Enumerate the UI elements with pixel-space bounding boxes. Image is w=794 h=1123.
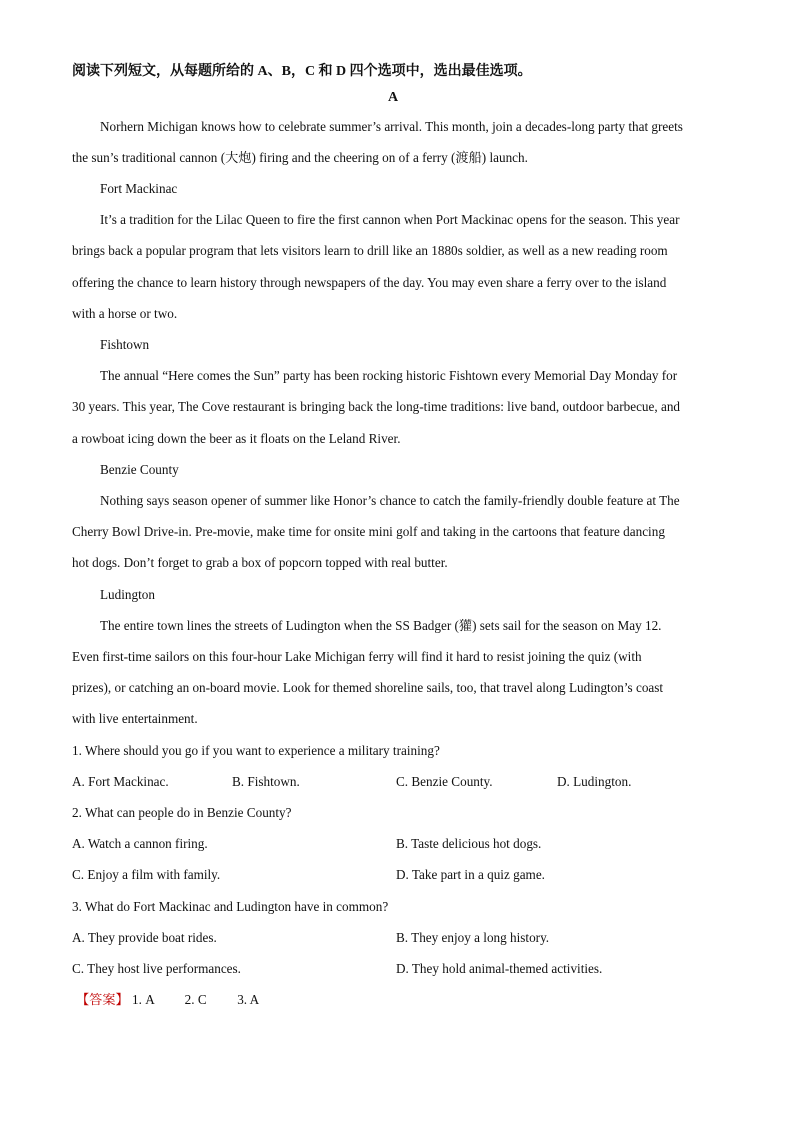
paragraph-line: Cherry Bowl Drive-in. Pre-movie, make time for onsite mini golf and taking in the cartoons that feature dancing xyxy=(72,524,665,539)
paragraph-line: Nothing says season opener of summer like Honor’s chance to catch the family-friendly double feature at The xyxy=(100,493,680,508)
option-1a: A. Fort Mackinac. xyxy=(72,774,169,789)
section-heading-benzie-county: Benzie County xyxy=(100,462,179,477)
paragraph-line: 30 years. This year, The Cove restaurant is bringing back the long-time traditions: live band, outdoor barbecue, and xyxy=(72,399,681,414)
answer-line xyxy=(76,992,259,1008)
paragraph-line: the sun’s traditional cannon (大炮) firing and the cheering on of a ferry (渡船) launch. xyxy=(72,150,528,165)
section-heading-fort-mackinac: Fort Mackinac xyxy=(100,181,178,196)
option-2d: D. Take part in a quiz game. xyxy=(396,867,545,882)
answer-item-3: 3. A xyxy=(237,992,260,1007)
option-3c: C. They host live performances. xyxy=(72,961,241,976)
option-2c: C. Enjoy a film with family. xyxy=(72,867,221,882)
paragraph-line: The entire town lines the streets of Ludington when the SS Badger (獾) sets sail for the season on May 12. xyxy=(100,618,662,633)
instruction-text: 阅读下列短文，从每题所给的 A、B，C 和 D 四个选项中，选出最佳选项。 xyxy=(72,64,532,79)
section-title: A xyxy=(388,90,399,105)
option-1b: B. Fishtown. xyxy=(232,774,300,789)
section-heading-ludington: Ludington xyxy=(100,587,155,602)
question-stem-1: 1. Where should you go if you want to experience a military training? xyxy=(72,743,440,758)
option-3a: A. They provide boat rides. xyxy=(72,930,217,945)
question-stem-3: 3. What do Fort Mackinac and Ludington have in common? xyxy=(72,899,389,914)
paragraph-line: with live entertainment. xyxy=(72,711,198,726)
paragraph-line: hot dogs. Don’t forget to grab a box of popcorn topped with real butter. xyxy=(72,555,448,570)
question-stem-2: 2. What can people do in Benzie County? xyxy=(72,805,292,820)
option-3d: D. They hold animal-themed activities. xyxy=(396,961,603,976)
answer-label: 【答案】 xyxy=(76,992,129,1007)
paragraph-line: Even first-time sailors on this four-hour Lake Michigan ferry will find it hard to resist joining the quiz (with xyxy=(72,649,642,664)
option-2b: B. Taste delicious hot dogs. xyxy=(396,836,542,851)
paragraph-line: Norhern Michigan knows how to celebrate summer’s arrival. This month, join a decades-long party that greets xyxy=(100,119,683,134)
paragraph-line: with a horse or two. xyxy=(72,306,178,321)
answer-item-2: 2. C xyxy=(184,992,207,1007)
paragraph-line: a rowboat icing down the beer as it floats on the Leland River. xyxy=(72,431,401,446)
paragraph-line: prizes), or catching an on-board movie. Look for themed shoreline sails, too, that travel along Ludington’s coast xyxy=(72,680,664,695)
section-heading-fishtown: Fishtown xyxy=(100,337,150,352)
paragraph-line: It’s a tradition for the Lilac Queen to fire the first cannon when Port Mackinac opens for the season. This year xyxy=(100,212,680,227)
option-2a: A. Watch a cannon firing. xyxy=(72,836,208,851)
paragraph-line: offering the chance to learn history through newspapers of the day. You may even share a ferry over to the island xyxy=(72,275,667,290)
option-1c: C. Benzie County. xyxy=(396,774,493,789)
option-3b: B. They enjoy a long history. xyxy=(396,930,550,945)
paragraph-line: brings back a popular program that lets visitors learn to drill like an 1880s soldier, as well as a new reading room xyxy=(72,243,668,258)
paragraph-line: The annual “Here comes the Sun” party has been rocking historic Fishtown every Memorial Day Monday for xyxy=(100,368,678,383)
answer-item-1: 1. A xyxy=(132,992,155,1007)
option-1d: D. Ludington. xyxy=(557,774,632,789)
